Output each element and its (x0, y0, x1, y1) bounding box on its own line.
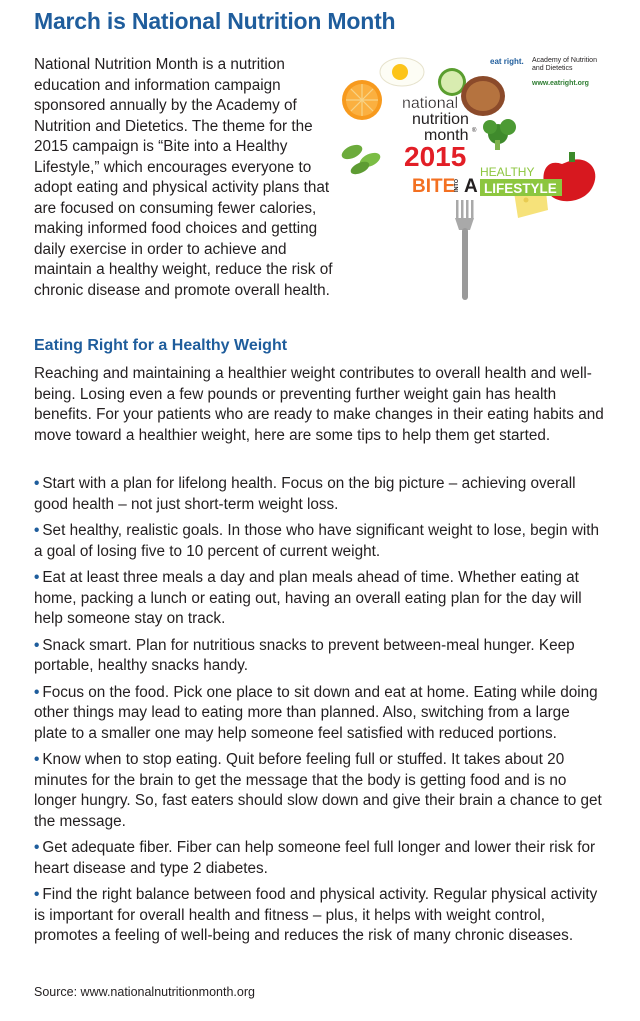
bullet-icon: • (34, 683, 40, 701)
tip-text: Know when to stop eating. Quit before feeling full or stuffed. It takes about 20 minutes for the brain to get the message that the body is getting food and is no longer hungry. So, fast eaters should slow down and give their brain a chance to get the message. (34, 751, 602, 830)
logo-year: 2015 (404, 141, 467, 172)
bullet-icon: • (34, 522, 40, 539)
logo-into: INTO (454, 178, 460, 192)
tip-text: Find the right balance between food and physical activity. Regular physical activity is important for overall health and fitness – plus, it helps with weight control, promotes a feeling of well-being and reduces the risk of many chronic diseases. (34, 886, 598, 944)
org-name-line-1: Academy of Nutrition (532, 57, 597, 64)
broccoli-icon (483, 119, 516, 150)
source-citation: Source: www.nationalnutritionmonth.org (34, 985, 255, 999)
bullet-icon: • (34, 839, 40, 856)
org-name-line-2: and Dietetics (532, 65, 573, 72)
intro-paragraph: National Nutrition Month is a nutrition education and information campaign sponsored annually by the Academy of Nutrition and Dietetics. The theme for the 2015 campaign is “Bite into a Healthy Lifestyle,” which encourages everyone to adopt eating and physical activity plans that are focused on consuming fewer calories, making informed food choices and getting daily exercise in order to achieve and maintain a healthy weight, reduce the risk of chronic disease and promote overall health. (34, 56, 333, 299)
tips-list (34, 474, 604, 953)
section-intro-paragraph: Reaching and maintaining a healthier weight contributes to overall health and well-being. Losing even a few pounds or preventing further weight gain has health benefits. For your patients who are ready to make changes in their eating habits and move toward a healthier weight, here are some tips to help them get started. (34, 365, 604, 444)
bread-icon (461, 76, 505, 116)
tip-text: Snack smart. Plan for nutritious snacks to prevent between-meal hunger. Keep portable, healthy snacks handy. (34, 636, 575, 674)
section-heading: Eating Right for a Healthy Weight (34, 337, 288, 354)
national-nutrition-month-logo (340, 52, 608, 304)
list-item (34, 885, 604, 947)
list-item (34, 568, 604, 630)
list-item (34, 474, 604, 515)
org-url: www.eatright.org (532, 80, 589, 87)
logo-month: month (424, 127, 469, 144)
fork-icon (455, 200, 474, 300)
bullet-icon: • (34, 636, 40, 654)
bullet-icon: • (34, 886, 40, 903)
list-item (34, 636, 604, 677)
page-title: March is National Nutrition Month (34, 8, 396, 34)
bullet-icon: • (34, 751, 40, 768)
logo-a: A (464, 176, 478, 197)
logo-national: national (402, 95, 459, 112)
bullet-icon: • (34, 569, 40, 586)
tip-text: Focus on the food. Pick one place to sit down and eat at home. Eating while doing other things may lead to eating more than planned. Also, switching from a large plate to a smaller one may help someone feel satisfied with reduced portions. (34, 683, 598, 742)
logo-nutrition: nutrition (412, 111, 469, 128)
tip-text: Set healthy, realistic goals. In those who have significant weight to lose, begin with a goal of losing five to 10 percent of current weight. (34, 522, 600, 560)
peas-icon (340, 142, 383, 177)
list-item (34, 838, 604, 879)
list-item (34, 683, 604, 745)
list-item (34, 521, 604, 562)
list-item (34, 750, 604, 832)
tip-text: Get adequate fiber. Fiber can help someone feel full longer and lower their risk for heart disease and type 2 diabetes. (34, 839, 596, 877)
tip-text: Start with a plan for lifelong health. Focus on the big picture – achieving overall good health – not just short-term weight loss. (34, 475, 576, 513)
logo-registered: ® (472, 128, 477, 134)
bullet-icon: • (34, 475, 40, 492)
org-mark: eat right. (490, 57, 524, 66)
egg-icon (380, 58, 424, 86)
logo-healthy: HEALTHY (480, 165, 535, 179)
orange-slice-icon (342, 80, 382, 120)
logo-lifestyle: LIFESTYLE (484, 181, 557, 196)
tip-text: Eat at least three meals a day and plan meals ahead of time. Whether eating at home, packing a lunch or eating out, having an overall eating plan for the day will help someone stay on track. (34, 569, 582, 627)
logo-bite: BITE (412, 176, 456, 197)
